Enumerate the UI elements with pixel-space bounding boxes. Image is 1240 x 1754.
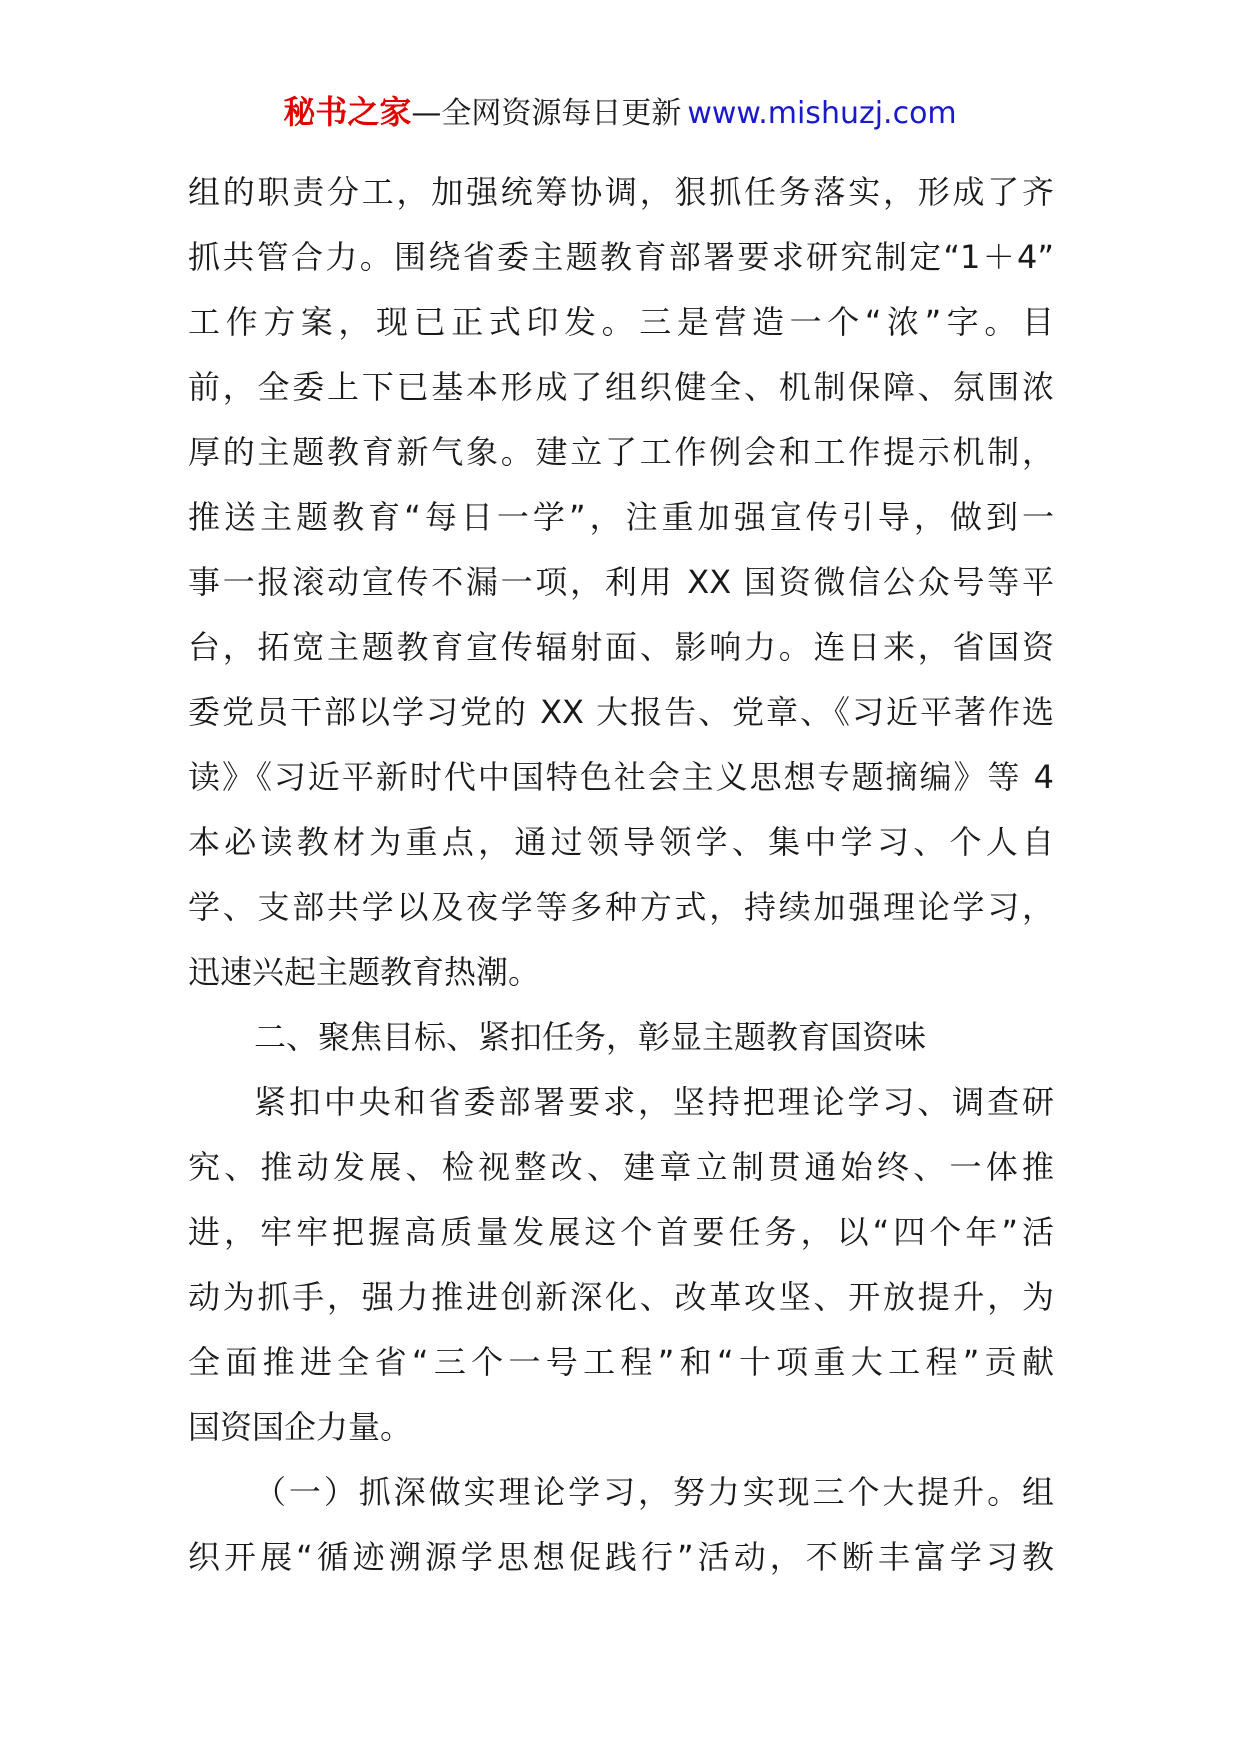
text-line: 台，拓宽主题教育宣传辐射面、影响力。连日来，省国资 (188, 628, 1054, 666)
site-header (0, 92, 1240, 134)
site-url-link[interactable]: www.mishuzj.com (687, 96, 957, 131)
text-line: 迅速兴起主题教育热潮。 (188, 953, 541, 991)
text-line: 组的职责分工，加强统筹协调，狠抓任务落实，形成了齐 (188, 173, 1054, 211)
text-line: 工作方案，现已正式印发。三是营造一个“浓”字。目 (188, 303, 1054, 341)
text-line: 紧扣中央和省委部署要求，坚持把理论学习、调查研 (254, 1083, 1054, 1121)
text-line: 学、支部共学以及夜学等多种方式，持续加强理论学习， (188, 888, 1054, 926)
text-line: 织开展“循迹溯源学思想促践行”活动，不断丰富学习教 (188, 1538, 1054, 1576)
text-line: 本必读教材为重点，通过领导领学、集中学习、个人自 (188, 823, 1054, 861)
text-line: 国资国企力量。 (188, 1408, 413, 1446)
text-line: 究、推动发展、检视整改、建章立制贯通始终、一体推 (188, 1148, 1054, 1186)
text-line: 全面推进全省“三个一号工程”和“十项重大工程”贡献 (188, 1343, 1054, 1381)
text-line: 厚的主题教育新气象。建立了工作例会和工作提示机制， (188, 433, 1054, 471)
document-body (188, 160, 1054, 1590)
text-line: 读》《习近平新时代中国特色社会主义思想专题摘编》等 4 (188, 758, 1054, 796)
text-line: 委党员干部以学习党的 XX 大报告、党章、《习近平著作选 (188, 693, 1054, 731)
text-line: 动为抓手，强力推进创新深化、改革攻坚、开放提升，为 (188, 1278, 1054, 1316)
subsection-heading-line: （一）抓深做实理论学习，努力实现三个大提升。组 (254, 1473, 1054, 1511)
text-line: 推送主题教育“每日一学”，注重加强宣传引导，做到一 (188, 498, 1054, 536)
text-line: 事一报滚动宣传不漏一项，利用 XX 国资微信公众号等平 (188, 563, 1054, 601)
text-line: 抓共管合力。围绕省委主题教育部署要求研究制定“1＋4” (188, 238, 1054, 276)
section-heading: 二、聚焦目标、紧扣任务，彰显主题教育国资味 (254, 1018, 927, 1056)
header-tagline: —全网资源每日更新 (411, 96, 682, 131)
text-line: 前，全委上下已基本形成了组织健全、机制保障、氛围浓 (188, 368, 1054, 406)
text-line: 进，牢牢把握高质量发展这个首要任务，以“四个年”活 (188, 1213, 1054, 1251)
brand-name: 秘书之家 (283, 93, 412, 131)
